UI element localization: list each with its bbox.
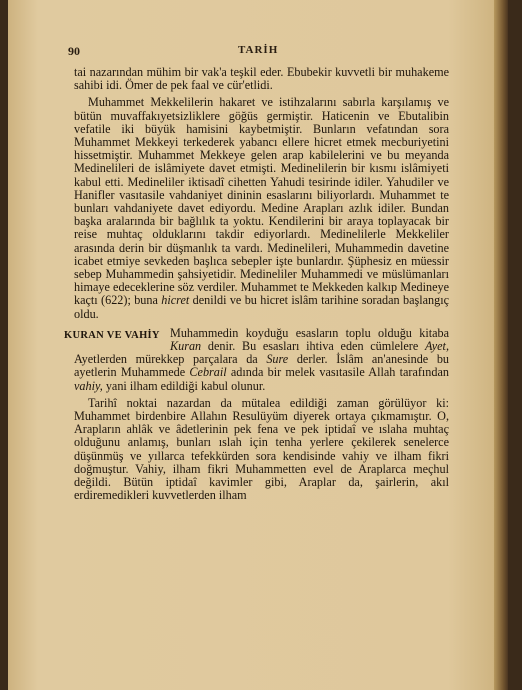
body-text: [64, 65, 450, 507]
italic-term: vahiy,: [74, 378, 103, 393]
italic-term: Sure: [266, 352, 289, 367]
paragraph-text: Muhammet Mekkelilerin hakaret ve istihzalarını sabırla karşılamış ve bütün muvaffakıyetsizliklere göğüs germiştir. Haticenin ve Ebutalibin vefatile iki büyük hamisini kaybetmiştir. Bunların vefatından sora Muhammet Mekkeyi terkederek yabancı ellere hicret etmek mecburiyetini hissetmiştir. Muhammet Mekkeye gelen arap kabilelerini ve bu meyanda Medinelileri de islâmiyete davet etmişti. Medinelilerin bir kısmı islâmiyeti kabul etti. Medineliler iktisadî cihetten Yahudi tesirinde idiler. Yahudiler ve Hanifler vasıtasile vahdaniyet dininin esaslarını biliyorlardı. Muhammet te bunları vahdaniyete davet ediyordu. Medine Arapları azlık idiler. Bundan başka aralarında bir bağlılık ta yoktu. Kendilerini bir araya toplayacak bir reise muhtaç olduklarını takdir ediyorlardı. Medinelilerle Mekkeliler arasında derin bir düşmanlık ta vardı. Medinelileri, Muhammedin davetine icabet etmiye sevkeden başlıca sebepler işte bunlardır. Şüphesiz en müessir sebep Muhammedin şahsiyetidir. Medineliler Muhammedi ve müslümanları himaye edeceklerine söz verdiler. Muhammet te Mekkeden kalkıp Medineye kaçtı (622); buna: [74, 95, 449, 308]
section-text: derler. İslâm an'anesinde bu ayetlerin Muhammede: [74, 352, 450, 380]
running-title: TARİH: [238, 44, 279, 56]
italic-term: Cebrail: [189, 365, 227, 380]
section-heading: KURAN VE VAHİY: [64, 329, 160, 341]
italic-term: Kuran: [170, 339, 202, 354]
section-text: yani ilham edildiği kabul olunur.: [105, 378, 266, 393]
italic-term: Ayet,: [424, 339, 449, 354]
book-spine: [494, 0, 508, 690]
italic-term: hicret: [161, 293, 190, 308]
paragraph-text: denildi ve bu hicret islâm tarihine soradan başlangıç oldu.: [74, 293, 450, 321]
section-text: Muhammedin koyduğu esasların toplu olduğu kitaba: [170, 325, 449, 340]
section-text: adında bir melek vasıtasile Allah tarafından: [230, 365, 449, 380]
running-head: [8, 44, 508, 60]
page-number: 90: [68, 44, 80, 58]
section-text: denir. Bu esasları ihtiva eden cümlelere: [207, 339, 419, 354]
paragraph: [74, 96, 449, 320]
paragraph: tai nazarından mühim bir vak'a teşkil eder. Ebubekir kuvvetli bir muhakeme sahibi idi. Ömer de pek faal ve cür'etlidi.: [74, 65, 449, 93]
paragraph: Tarihî noktai nazardan da mütalea edildiği zaman görülüyor ki: Muhammet birdenbire Allahın Resulüyüm diyerek ortaya çıkmamıştır. O, Arapların ahlâk ve âdetlerinin pek fena ve pek iptidaî ve ıslaha muhtaç olduğunu anlamış, bunları ıslah için tenha yerlere çekilerek senelerce düşünmüş ve yıllarca tefekkürden sora kendisinde vahiy ve ilham fikri doğmuştur. Vahiy, ilham fikri Muhammetten evel de Araplarca meçhul değildi. Bütün iptidaî kavimler gibi, Araplar da, şairlerin, akıl erdiremedikleri kuvvetlerden ilham: [74, 395, 449, 503]
book-page: [8, 0, 508, 690]
section-kuran-ve-vahiy: [64, 325, 450, 393]
section-text: Ayetlerden mürekkep parçalara da: [74, 352, 258, 367]
